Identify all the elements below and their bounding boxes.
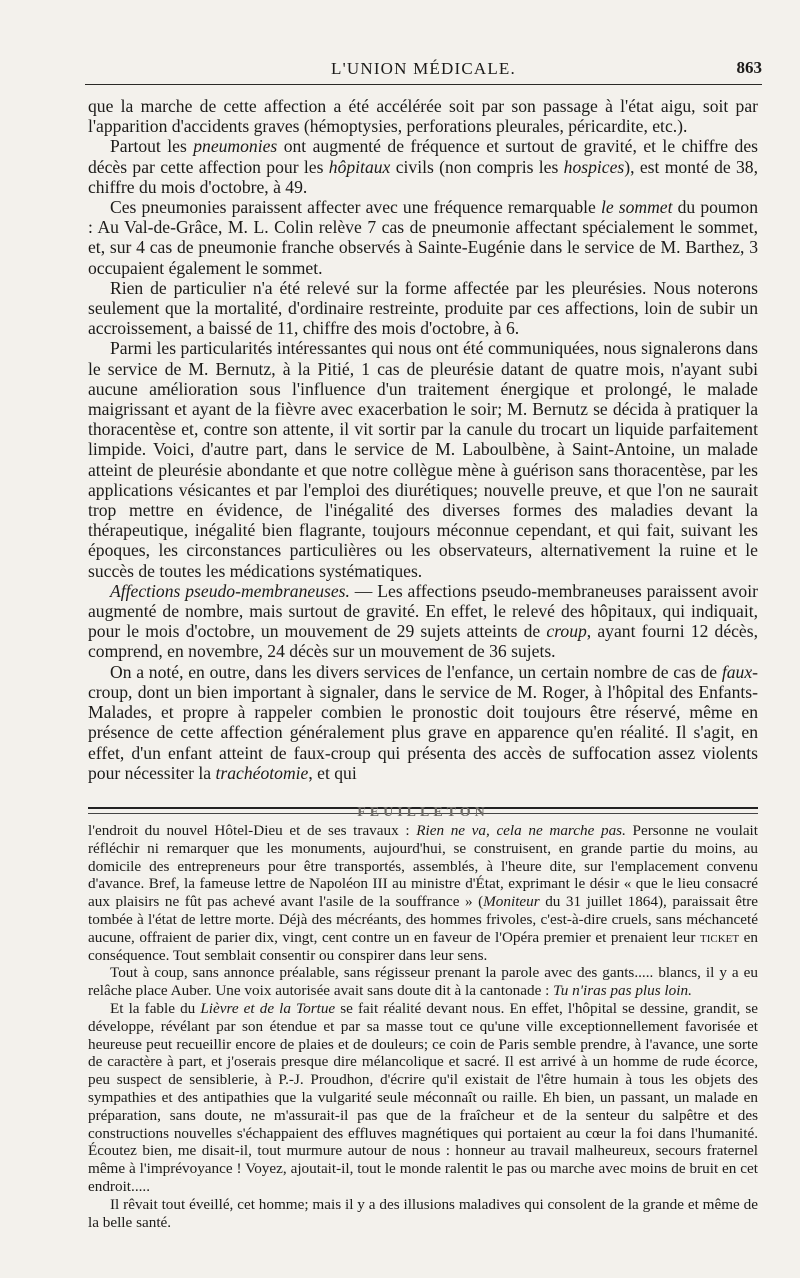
- text-run: en conséquence. Tout semblait consentir ou conspirer dans leur sens.: [88, 928, 758, 964]
- text-run: Personne ne voulait réfléchir ni remarquer que les monuments, aujourd'hui, se construisent, en grande partie du moins, au domicile des entrepreneurs pour être transportés, assemblés, à l'heure dite, sur l'emplacement convenu d'avance. Bref, la fameuse lettre de Napoléon III au ministre d'État, exprimant le désir « que le lieu consacré aux plaisirs ne fût pas achevé avant l'asile de la souffrance » (: [88, 822, 758, 911]
- italic-text: Rien ne va, cela ne marche pas.: [416, 822, 626, 839]
- header-rule: [85, 84, 762, 85]
- page-number: 863: [736, 58, 762, 77]
- italic-text: faux: [721, 661, 753, 682]
- article-paragraph: [88, 136, 758, 197]
- article-paragraph: [88, 662, 758, 783]
- feuilleton-column: [88, 822, 758, 1231]
- text-run: On a noté, en outre, dans les divers services de l'enfance, un certain nombre de cas de: [110, 661, 722, 682]
- feuilleton-paragraph: [88, 822, 758, 964]
- italic-text: hospices: [563, 156, 625, 177]
- text-run: -croup, dont un bien important à signaler, dans le service de M. Roger, à l'hôpital des Enfants-Malades, et propre à rappeler combien le pronostic doit toujours être réservé, même en présence de cette affection généralement plus grave en apparence qu'en réalité. Il s'agit, en effet, d'un enfant atteint de faux-croup qui présenta des accès de suffocation assez violents pour nécessiter la: [88, 661, 758, 783]
- text-run: l'endroit du nouvel Hôtel-Dieu et de ses travaux :: [88, 822, 417, 839]
- italic-text: trachéotomie: [215, 762, 309, 783]
- text-run: Partout les: [110, 136, 194, 157]
- text-run: , ayant fourni 12 décès, comprend, en novembre, 24 décès sur un mouvement de 36 sujets.: [88, 621, 758, 662]
- article-paragraph: [88, 581, 758, 662]
- feuilleton-separator: [88, 806, 758, 820]
- text-run: Et la fable du: [110, 999, 201, 1017]
- italic-text: Tu n'iras pas plus loin.: [553, 982, 692, 1000]
- text-run: Il rêvait tout éveillé, cet homme; mais il y a des illusions maladives qui consolent de la grande et même de la belle santé.: [88, 1195, 758, 1231]
- text-run: ticket: [700, 928, 740, 946]
- running-header: [85, 55, 762, 81]
- text-run: ), est monté de 38, chiffre du mois d'octobre, à 49.: [88, 156, 759, 197]
- text-run: du 31 juillet 1864), paraissait être tombée à l'état de lettre morte. Déjà des mécréants, des hommes frivoles, c'est-à-dire cruels, sans méchanceté aucune, offraient de parier dix, vingt, cent contre un en faveur de l'Opéra premier et prenaient leur: [88, 893, 758, 946]
- text-run: civils (non compris les: [390, 156, 564, 177]
- italic-text: le sommet: [600, 197, 673, 218]
- journal-title: L'UNION MÉDICALE.: [331, 59, 516, 78]
- article-paragraph: [88, 338, 758, 580]
- main-article-column: [88, 96, 758, 783]
- italic-text: Lièvre et de la Tortue: [200, 999, 336, 1017]
- italic-text: croup: [546, 621, 587, 642]
- italic-text: Affections pseudo-membraneuses.: [110, 580, 350, 601]
- text-run: Ces pneumonies paraissent affecter avec une fréquence remarquable: [110, 197, 601, 218]
- text-run: que la marche de cette affection a été accélérée soit par son passage à l'état aigu, soit par l'apparition d'accidents graves (hémoptysies, perforations pleurales, péricardite, etc.).: [88, 96, 758, 137]
- feuilleton-paragraph: [88, 1196, 758, 1232]
- italic-text: pneumonies: [193, 136, 278, 157]
- italic-text: hôpitaux: [328, 156, 391, 177]
- text-run: — Les affections pseudo-membraneuses paraissent avoir augmenté de nombre, mais surtout de gravité. En effet, le relevé des hôpitaux, qui indiquait, pour le mois d'octobre, un mouvement de 29 sujets atteints de: [88, 580, 758, 642]
- italic-text: Moniteur: [483, 893, 540, 911]
- feuilleton-paragraph: [88, 1000, 758, 1196]
- text-run: se fait réalité devant nous. En effet, l'hôpital se dessine, grandit, se développe, révélant par son étendue et par sa masse tout ce qu'une ville exceptionnellement favorisée et heureuse peut recueillir encore de plaies et de douleurs; ce coin de Paris semble prendre, à l'avance, une sorte de caractère à part, et j'oserais presque dire mélancolique et sacré. Il est arrivé à un homme de rude écorce, peu suspect de sensiblerie, à P.-J. Proudhon, d'écrire qu'il existait de l'être humain à tous les objets des sympathies et des antipathies que la vulgarité seule méconnaît ou raille. Eh bien, un passant, un malade en préparation, sans doute, ne m'assurait-il pas que de la fraîcheur et de la senteur du salpêtre et des constructions nouvelles s'échappaient des effluves magnétiques qui portaient au cœur la foi dans l'humanité. Écoutez bien, me disait-il, tout murmure autour de nous : honneur au travail malheureux, secours fraternel même à l'imprévoyance ! Voyez, ajoutait-il, tout le monde ralentit le pas ou marche avec moins de bruit en cet endroit.....: [88, 999, 758, 1195]
- text-run: Rien de particulier n'a été relevé sur la forme affectée par les pleurésies. Nous noterons seulement que la mortalité, d'ordinaire restreinte, produite par ces affections, loin de subir un accroissement, a baissé de 11, chiffre des mois d'octobre, à 6.: [88, 277, 758, 339]
- article-paragraph: [88, 96, 758, 136]
- text-run: Tout à coup, sans annonce préalable, sans régisseur prenant la parole avec des gants..... blancs, il y a eu relâche place Auber. Une voix autorisée avait sans doute dit à la cantonade :: [88, 964, 758, 1000]
- feuilleton-heading: FEUILLETON: [357, 805, 489, 820]
- article-paragraph: [88, 278, 758, 339]
- text-run: , et qui: [308, 762, 357, 783]
- text-run: Parmi les particularités intéressantes qui nous ont été communiquées, nous signalerons dans le service de M. Bernutz, à la Pitié, 1 cas de pleurésie datant de quatre mois, n'ayant subi aucune amélioration sous l'influence d'un traitement énergique et prolongé, le malade maigrissant et ayant de la fièvre avec exacerbation le soir; M. Bernutz se décida à pratiquer la thoracentèse et, contre son attente, il vit sortir par la canule du trocart un liquide parfaitement limpide. Voici, d'autre part, dans le service de M. Laboulbène, à Saint-Antoine, un malade atteint de pleurésie abondante et que notre collègue mène à guérison sans thoracentèse, par les applications vésicantes et par l'emploi des diurétiques; nouvelle preuve, et que l'on ne saurait trop mettre en évidence, de l'inégalité des diverses formes des maladies devant la thérapeutique, inégalité bien flagrante, toujours méconnue cependant, et qui fait, suivant les époques, les circonstances particulières ou les observateurs, alternativement la ruine et le succès de toutes les médications systématiques.: [88, 338, 758, 581]
- article-paragraph: [88, 197, 758, 278]
- feuilleton-paragraph: [88, 964, 758, 1000]
- text-run: ont augmenté de fréquence et surtout de gravité, et le chiffre des décès par cette affection pour les: [88, 136, 758, 177]
- text-run: du poumon : Au Val-de-Grâce, M. L. Colin relève 7 cas de pneumonie affectant spécialement le sommet, et, sur 4 cas de pneumonie franche observés à Sainte-Eugénie dans le service de M. Barthez, 3 occupaient également le sommet.: [88, 197, 758, 278]
